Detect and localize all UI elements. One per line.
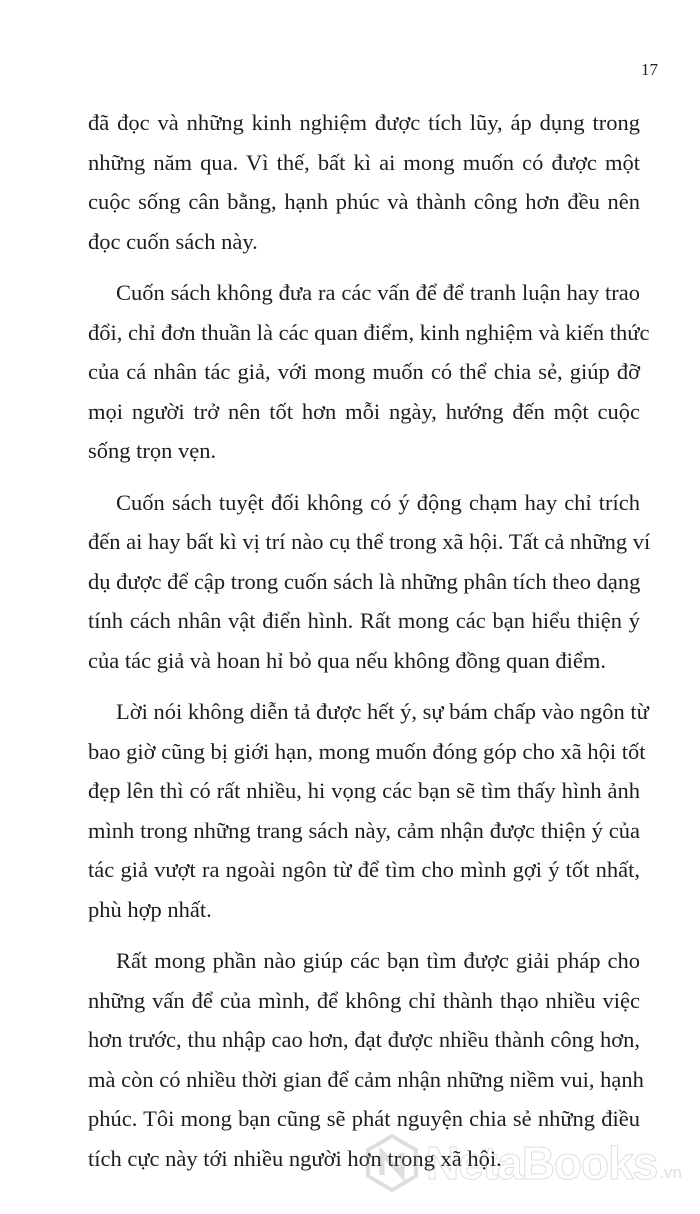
text-line: Cuốn sách tuyệt đối không có ý động chạm hay chỉ trích	[116, 489, 640, 515]
netabooks-logo-icon	[362, 1133, 422, 1193]
text-line: những năm qua. Vì thế, bất kì ai mong muốn có được một	[88, 149, 640, 175]
text-line: Rất mong phần nào giúp các bạn tìm được giải pháp cho	[116, 948, 640, 973]
text-line: sống trọn vẹn.	[88, 438, 217, 463]
netabooks-watermark	[362, 1133, 682, 1193]
paragraph-3	[60, 483, 651, 681]
text-line: tính cách nhân vật điển hình. Rất mong các bạn hiểu thiện ý	[88, 608, 640, 633]
text-line: dụ được để cập trong cuốn sách là những phân tích theo dạng	[88, 568, 641, 594]
text-line: đọc cuốn sách này.	[88, 228, 258, 254]
text-line: đổi, chỉ đơn thuần là các quan điểm, kinh nghiệm và kiến thức	[88, 319, 650, 345]
text-line: hơn trước, thu nhập cao hơn, đạt được nhiều thành công hơn,	[88, 1027, 640, 1052]
text-line: của tác giả và hoan hỉ bỏ qua nếu không đồng quan điểm.	[88, 647, 606, 673]
text-line: phù hợp nhất.	[88, 896, 212, 922]
text-line: cuộc sống cân bằng, hạnh phúc và thành công hơn đều nên	[88, 189, 640, 214]
book-page-body	[60, 103, 651, 1190]
text-line: tích cực này tới nhiều người hơn trong xã hội.	[88, 1145, 502, 1171]
page-number: 17	[641, 60, 658, 79]
paragraph-2	[60, 273, 650, 471]
watermark-brand: NetaBooks	[426, 1137, 658, 1189]
text-line: Cuốn sách không đưa ra các vấn để để tranh luận hay trao	[116, 280, 640, 305]
text-line: mọi người trở nên tốt hơn mỗi ngày, hướng đến một cuộc	[88, 398, 640, 424]
text-line: mình trong những trang sách này, cảm nhận được thiện ý của	[88, 817, 640, 843]
text-line: tác giả vượt ra ngoài ngôn từ để tìm cho mình gợi ý tốt nhất,	[88, 857, 640, 882]
text-line: bao giờ cũng bị giới hạn, mong muốn đóng góp cho xã hội tốt	[88, 738, 646, 764]
text-line: của cá nhân tác giả, với mong muốn có thể chia sẻ, giúp đỡ	[88, 359, 640, 384]
text-line: đã đọc và những kinh nghiệm được tích lũy, áp dụng trong	[88, 110, 640, 135]
text-line: Lời nói không diễn tả được hết ý, sự bám chấp vào ngôn từ	[116, 699, 649, 724]
text-line: những vấn để của mình, để không chỉ thành thạo nhiều việc	[88, 987, 640, 1013]
paragraph-1	[60, 103, 640, 261]
text-line: đẹp lên thì có rất nhiều, hi vọng các bạn sẽ tìm thấy hình ảnh	[88, 778, 640, 803]
paragraph-4	[60, 692, 649, 929]
watermark-suffix: .vn	[659, 1163, 682, 1182]
text-line: đến ai hay bất kì vị trí nào cụ thể trong xã hội. Tất cả những ví	[88, 529, 651, 554]
text-line: mà còn có nhiều thời gian để cảm nhận những niềm vui, hạnh	[88, 1066, 644, 1092]
text-line: phúc. Tôi mong bạn cũng sẽ phát nguyện chia sẻ những điều	[88, 1106, 640, 1131]
